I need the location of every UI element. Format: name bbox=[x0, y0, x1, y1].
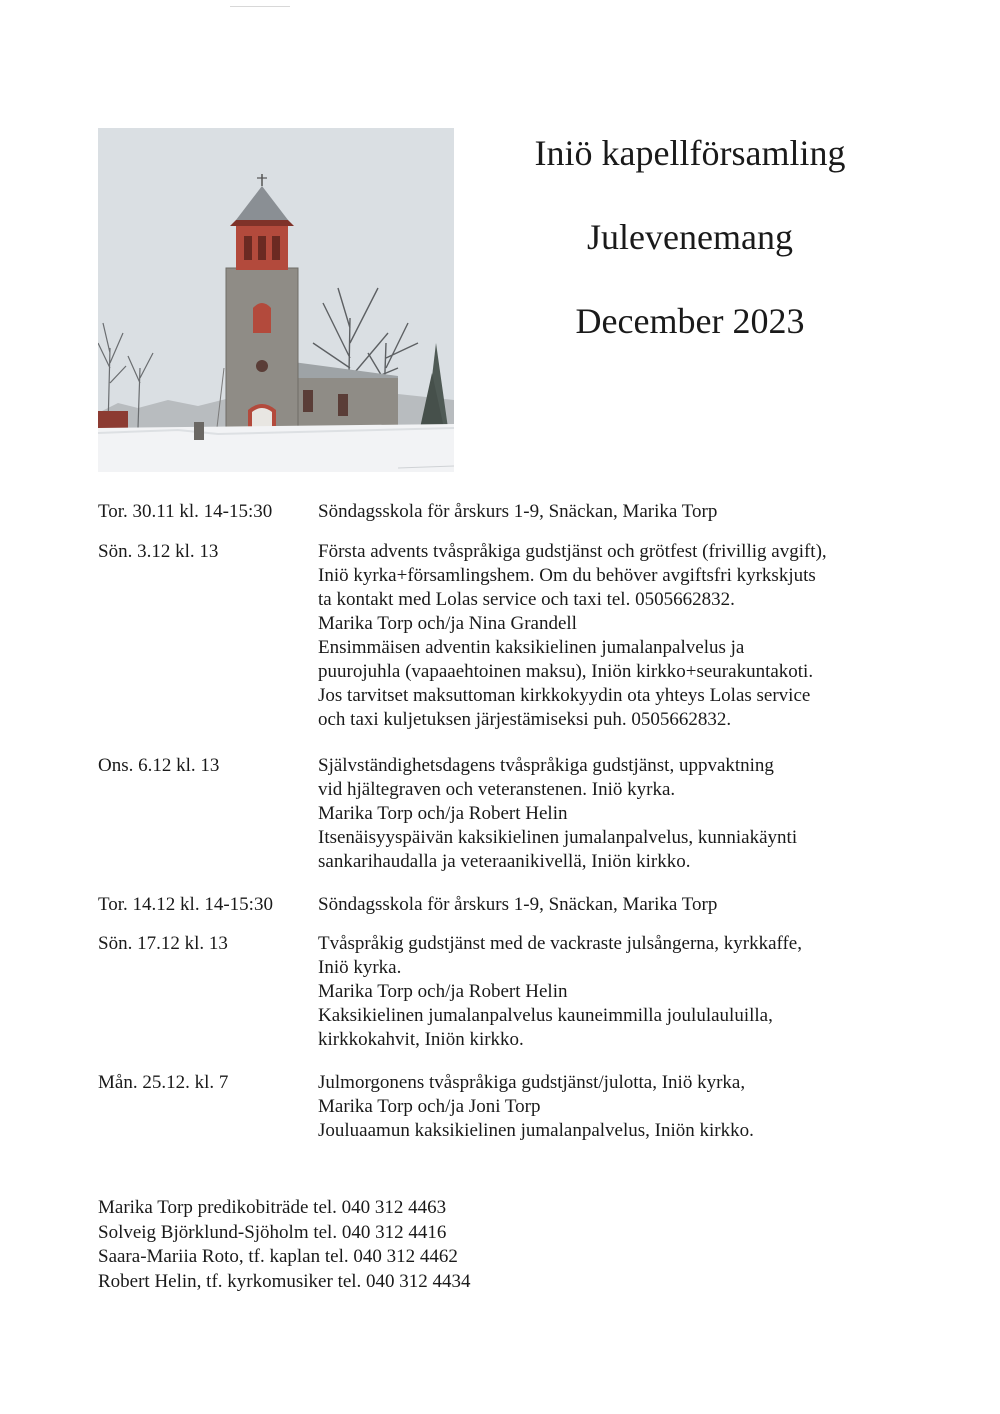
round-window bbox=[256, 360, 268, 372]
event-line: Marika Torp och/ja Nina Grandell bbox=[318, 613, 577, 634]
event-line: Ensimmäisen adventin kaksikielinen jumalanpalvelus ja bbox=[318, 637, 745, 658]
event-line: Julmorgonens tvåspråkiga gudstjänst/julotta, Iniö kyrka, bbox=[318, 1072, 746, 1093]
event-line: Marika Torp och/ja Robert Helin bbox=[318, 981, 568, 1002]
event-6 bbox=[98, 1071, 918, 1143]
document-month: December 2023 bbox=[575, 301, 805, 341]
event-line: Itsenäisyyspäivän kaksikielinen jumalanpalvelus, kunniakäynti bbox=[318, 827, 798, 848]
event-line: Marika Torp och/ja Joni Torp bbox=[318, 1096, 541, 1117]
event-date: Ons. 6.12 kl. 13 bbox=[98, 755, 220, 776]
event-3 bbox=[98, 754, 918, 874]
event-4 bbox=[98, 893, 918, 917]
tower-window bbox=[253, 303, 271, 333]
event-line: Kaksikielinen jumalanpalvelus kauneimmilla joululauluilla, bbox=[318, 1005, 773, 1026]
church-photo bbox=[98, 128, 454, 472]
event-line: vid hjältegraven och veteranstenen. Iniö kyrka. bbox=[318, 779, 676, 800]
event-line: Jos tarvitset maksuttoman kirkkokyydin ota yhteys Lolas service bbox=[318, 685, 811, 706]
contact-line: Marika Torp predikobiträde tel. 040 312 4463 bbox=[98, 1197, 447, 1218]
contact-list bbox=[98, 1196, 471, 1294]
event-date: Tor. 14.12 kl. 14-15:30 bbox=[98, 894, 273, 915]
contact-line: Robert Helin, tf. kyrkomusiker tel. 040 312 4434 bbox=[98, 1270, 471, 1292]
event-line: sankarihaudalla ja veteraanikivellä, Iniön kirkko. bbox=[318, 851, 691, 872]
scan-artifact-line bbox=[230, 6, 290, 7]
headstone bbox=[194, 422, 204, 440]
event-date: Sön. 3.12 kl. 13 bbox=[98, 541, 219, 562]
event-line: Första advents tvåspråkiga gudstjänst och grötfest (frivillig avgift), bbox=[318, 541, 827, 562]
parish-name: Iniö kapellförsamling bbox=[534, 133, 846, 173]
event-line: Iniö kyrka. bbox=[318, 957, 402, 978]
contact-line: Solveig Björklund-Sjöholm tel. 040 312 4416 bbox=[98, 1221, 447, 1243]
document-title: Julevenemang bbox=[587, 217, 793, 257]
event-line: kirkkokahvit, Iniön kirkko. bbox=[318, 1029, 524, 1050]
event-1 bbox=[98, 500, 918, 524]
event-line: Självständighetsdagens tvåspråkiga gudstjänst, uppvaktning bbox=[318, 755, 774, 776]
event-line: Söndagsskola för årskurs 1-9, Snäckan, Marika Torp bbox=[318, 501, 718, 522]
event-line: och taxi kuljetuksen järjestämiseksi puh. 0505662832. bbox=[318, 709, 732, 730]
event-line: ta kontakt med Lolas service och taxi tel. 0505662832. bbox=[318, 589, 735, 610]
event-line: Iniö kyrka+församlingshem. Om du behöver avgiftsfri kyrkskjuts bbox=[318, 565, 816, 586]
contact-line: Saara-Mariia Roto, tf. kaplan tel. 040 312 4462 bbox=[98, 1246, 458, 1267]
event-2 bbox=[98, 540, 918, 732]
event-date: Mån. 25.12. kl. 7 bbox=[98, 1072, 229, 1093]
event-date: Sön. 17.12 kl. 13 bbox=[98, 933, 228, 954]
event-line: puurojuhla (vapaaehtoinen maksu), Iniön kirkko+seurakuntakoti. bbox=[318, 661, 814, 682]
event-line: Marika Torp och/ja Robert Helin bbox=[318, 803, 568, 824]
event-line: Jouluaamun kaksikielinen jumalanpalvelus, Iniön kirkko. bbox=[318, 1120, 754, 1141]
event-5 bbox=[98, 932, 918, 1052]
event-date: Tor. 30.11 kl. 14-15:30 bbox=[98, 501, 273, 522]
event-line: Söndagsskola för årskurs 1-9, Snäckan, Marika Torp bbox=[318, 894, 718, 915]
event-line: Tvåspråkig gudstjänst med de vackraste julsångerna, kyrkkaffe, bbox=[318, 933, 802, 954]
